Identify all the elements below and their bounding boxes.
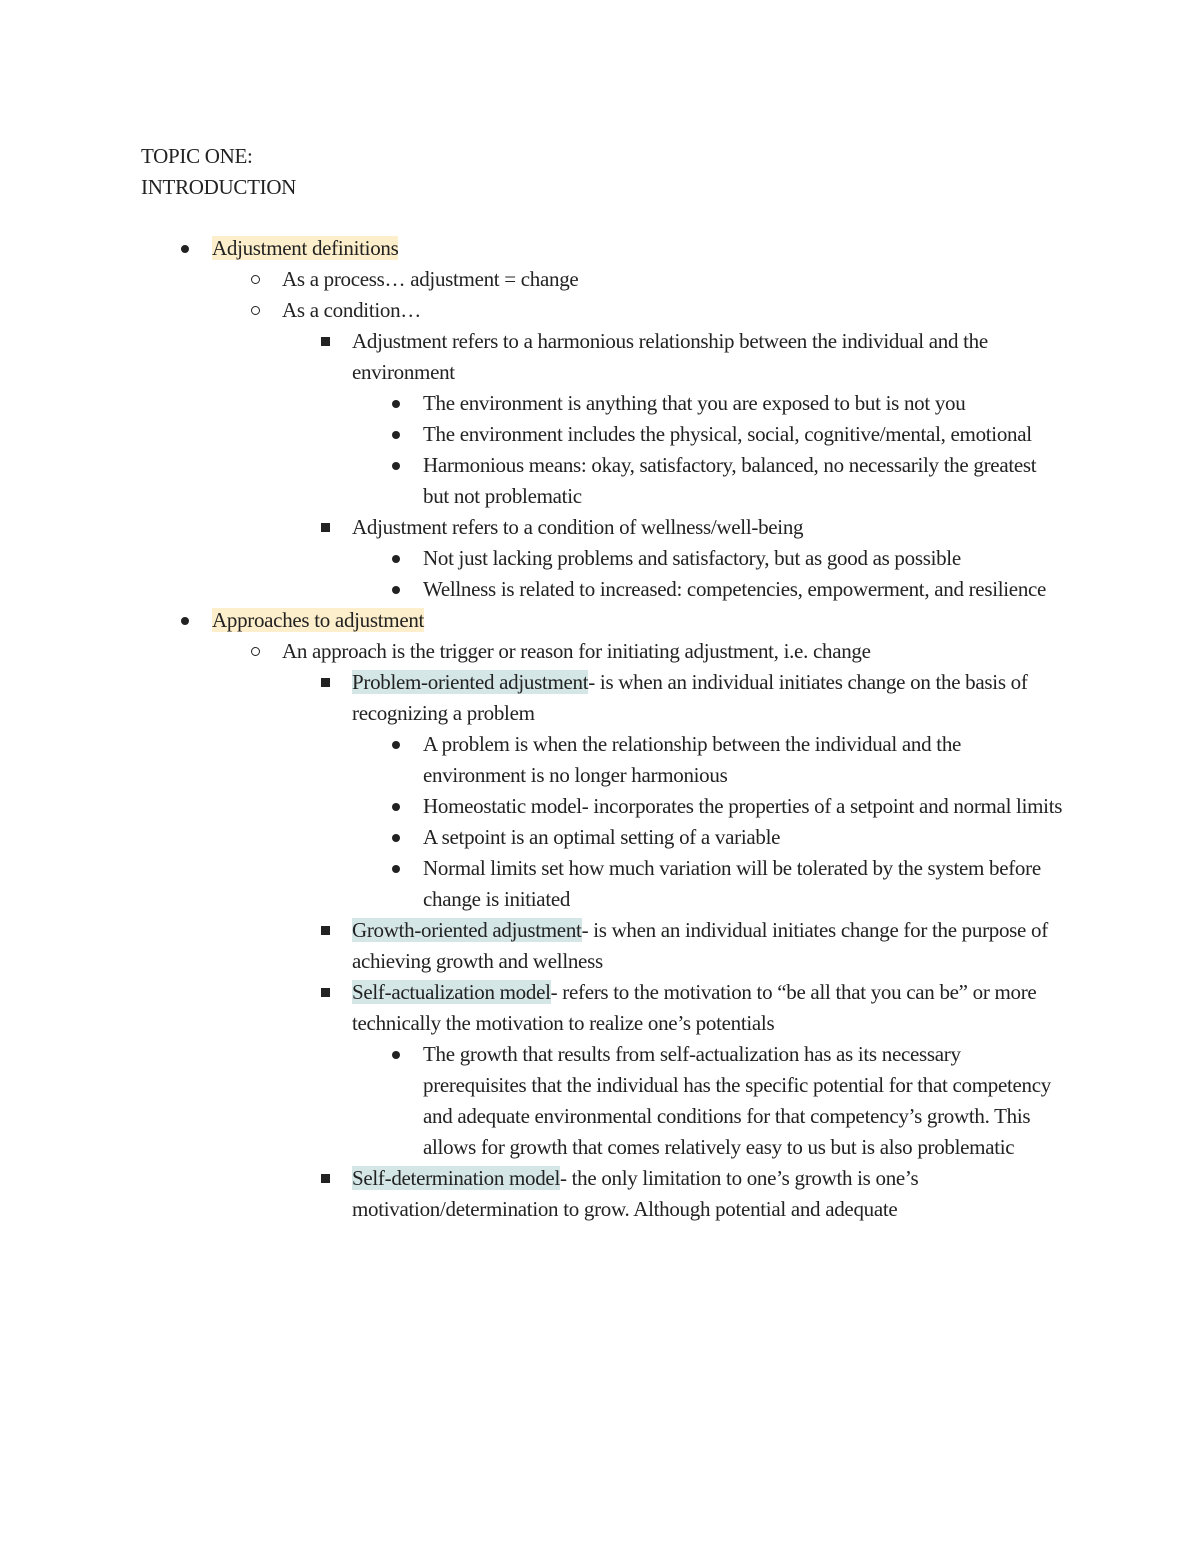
square-bullet-icon [317, 667, 333, 698]
list-item [0, 419, 1063, 450]
list-item [0, 915, 1060, 977]
list-item-text: Wellness is related to increased: competencies, empowerment, and resilience [423, 577, 1047, 601]
list-item-text: Adjustment refers to a condition of wellness/well-being [352, 515, 804, 539]
term-highlight: Problem-oriented adjustment [352, 670, 589, 694]
filled-bullet-icon [388, 543, 404, 574]
list-item-text: - refers to the motivation to “be all that you can be” or more technically the motivation to realize one’s potentials [352, 980, 1037, 1035]
filled-bullet-icon [388, 450, 404, 481]
filled-bullet-icon [388, 419, 404, 450]
topic-heading: TOPIC ONE: [141, 144, 253, 168]
list-item [0, 233, 1060, 264]
list-item [0, 512, 1060, 543]
list-item [0, 791, 1063, 822]
list-item-text: A problem is when the relationship between the individual and the environment is no longer harmonious [423, 732, 962, 787]
filled-bullet-icon [388, 1039, 404, 1070]
filled-bullet-icon [177, 233, 193, 264]
list-item [0, 729, 1063, 791]
filled-bullet-icon [388, 853, 404, 884]
list-item [0, 450, 1063, 512]
list-item [0, 853, 1063, 915]
outline-list [0, 233, 1200, 1225]
list-item-text: Not just lacking problems and satisfactory, but as good as possible [423, 546, 961, 570]
filled-bullet-icon [388, 574, 404, 605]
list-item [0, 636, 1060, 667]
section-highlight: Adjustment definitions [212, 236, 399, 260]
list-item-text: As a process… adjustment = change [282, 267, 579, 291]
list-item [0, 543, 1063, 574]
list-item-text: - the only limitation to one’s growth is one’s motivation/determination to grow. Although potential and adequate [352, 1166, 919, 1221]
term-highlight: Self-determination model [352, 1166, 560, 1190]
list-item [0, 822, 1063, 853]
list-item [0, 388, 1063, 419]
square-bullet-icon [317, 1163, 333, 1194]
list-item [0, 574, 1063, 605]
list-item-text: Normal limits set how much variation will be tolerated by the system before change is initiated [423, 856, 1041, 911]
filled-bullet-icon [388, 388, 404, 419]
square-bullet-icon [317, 915, 333, 946]
hollow-bullet-icon [247, 636, 263, 667]
list-item-text: Homeostatic model- incorporates the properties of a setpoint and normal limits [423, 794, 1063, 818]
list-item-text: Harmonious means: okay, satisfactory, balanced, no necessarily the greatest but not problematic [423, 453, 1037, 508]
square-bullet-icon [317, 512, 333, 543]
list-item [0, 1039, 1063, 1163]
list-item-text: The environment includes the physical, social, cognitive/mental, emotional [423, 422, 1032, 446]
section-heading: INTRODUCTION [141, 175, 297, 199]
hollow-bullet-icon [247, 264, 263, 295]
list-item-text: An approach is the trigger or reason for initiating adjustment, i.e. change [282, 639, 871, 663]
list-item-text: Adjustment refers to a harmonious relationship between the individual and the environment [352, 329, 988, 384]
list-item [0, 326, 1060, 388]
list-item-text: A setpoint is an optimal setting of a variable [423, 825, 781, 849]
list-item [0, 977, 1060, 1039]
term-highlight: Growth-oriented adjustment [352, 918, 582, 942]
filled-bullet-icon [388, 729, 404, 760]
list-item [0, 667, 1060, 729]
square-bullet-icon [317, 977, 333, 1008]
filled-bullet-icon [388, 822, 404, 853]
list-item [0, 605, 1060, 636]
list-item-text: The growth that results from self-actualization has as its necessary prerequisites that the individual has the specific potential for that competency and adequate environmental conditions for that competency’s growth. This allows for growth that comes relatively easy to us but is also problematic [423, 1042, 1051, 1159]
section-highlight: Approaches to adjustment [212, 608, 425, 632]
filled-bullet-icon [388, 791, 404, 822]
list-item-text: As a condition… [282, 298, 421, 322]
term-highlight: Self-actualization model [352, 980, 551, 1004]
list-item [0, 264, 1060, 295]
list-item-text: The environment is anything that you are exposed to but is not you [423, 391, 966, 415]
list-item [0, 295, 1060, 326]
square-bullet-icon [317, 326, 333, 357]
filled-bullet-icon [177, 605, 193, 636]
list-item-text: - is when an individual initiates change for the purpose of achieving growth and wellness [352, 918, 1048, 973]
hollow-bullet-icon [247, 295, 263, 326]
list-item-text: - is when an individual initiates change on the basis of recognizing a problem [352, 670, 1028, 725]
list-item [0, 1163, 1060, 1225]
